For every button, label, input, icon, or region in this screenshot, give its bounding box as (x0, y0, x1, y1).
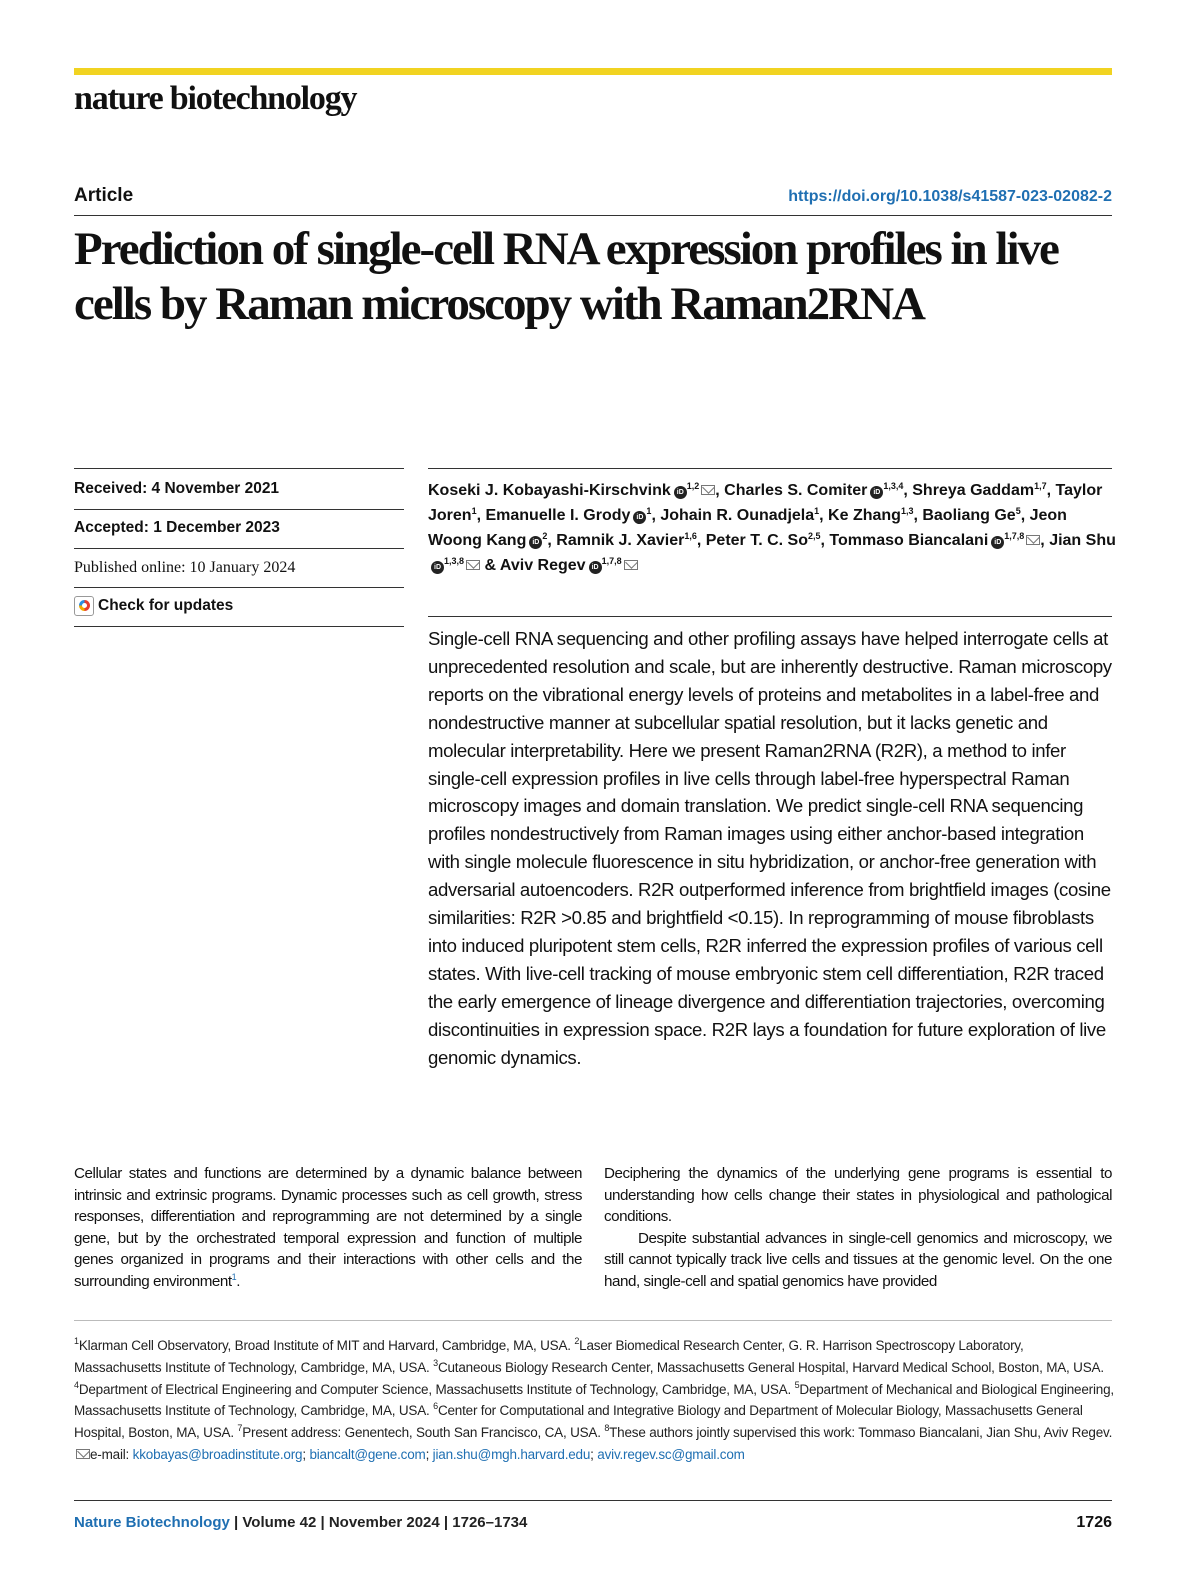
author-affiliation-sup: 2,5 (808, 531, 821, 541)
email-icon[interactable] (466, 560, 480, 570)
author-name: Baoliang Ge (922, 507, 1016, 524)
author-name: Aviv Regev (499, 557, 586, 574)
affiliation-number: 1 (74, 1336, 79, 1346)
author-name: Johain R. Ounadjela (660, 507, 815, 524)
footer-rule (74, 1500, 1112, 1501)
article-title: Prediction of single-cell RNA expression profiles in live cells by Raman microscopy with Raman2RNA (74, 223, 1058, 330)
affiliation-text: Klarman Cell Observatory, Broad Institute of MIT and Harvard, Cambridge, MA, USA. (78, 1338, 575, 1353)
email-separator: ; (302, 1446, 310, 1462)
email-link[interactable]: biancalt@gene.com (309, 1446, 426, 1462)
author-separator: , (819, 507, 829, 524)
author-separator: , (820, 532, 830, 549)
author-name: Jeon Woong Kang (428, 507, 1067, 549)
author-name: Tommaso Biancalani (829, 532, 989, 549)
author-separator: , (547, 532, 557, 549)
orcid-icon[interactable]: iD (870, 486, 883, 499)
author-affiliation-sup: 1 (814, 506, 820, 516)
body-paragraph: Cellular states and functions are determined by a dynamic balance between intrinsic and extrinsic programs. Dynamic processes such as cell growth, stress responses, differentiation and reprogramming are not determined by a single gene, but by the orchestrated temporal expression and function of multiple genes organized in programs and their interactions with other cells and the surrounding environment (74, 1165, 582, 1290)
email-link[interactable]: jian.shu@mgh.harvard.edu (432, 1446, 591, 1462)
body-punctuation: . (236, 1272, 240, 1290)
email-label: e-mail: (90, 1446, 133, 1462)
orcid-icon[interactable]: iD (991, 536, 1004, 549)
author-name: Charles S. Comiter (724, 482, 868, 499)
author-affiliation-sup: 1,3,4 (883, 481, 904, 491)
author-separator: , (913, 507, 923, 524)
orcid-icon[interactable]: iD (674, 486, 687, 499)
author-list (428, 478, 1118, 578)
author-affiliation-sup: 5 (1015, 506, 1021, 516)
article-type: Article (74, 185, 134, 206)
author-separator: , (903, 482, 913, 499)
doi-link[interactable]: https://doi.org/10.1038/s41587-023-02082-2 (788, 188, 1112, 205)
check-for-updates-button[interactable] (74, 596, 404, 616)
reference-link[interactable]: 1 (231, 1271, 237, 1282)
body-paragraph: Deciphering the dynamics of the underlying gene programs is essential to understanding how cells change their states in physiological and pathological conditions. (604, 1165, 1112, 1225)
affiliation-text: Center for Computational and Integrative Biology and Department of Molecular Biology, Massachusetts General Hospital, Boston, MA, USA. (74, 1403, 1083, 1441)
email-icon[interactable] (1026, 535, 1040, 545)
accepted-date: Accepted: 1 December 2023 (74, 519, 280, 536)
affiliation-number: 6 (433, 1401, 438, 1412)
journal-accent-bar (74, 68, 1112, 75)
affiliation-number: 8 (604, 1423, 610, 1434)
author-name: Ramnik J. Xavier (556, 532, 685, 549)
author-affiliation-sup: 2 (542, 531, 548, 541)
body-column-left (74, 1163, 582, 1292)
author-separator: , (715, 482, 725, 499)
received-date: Received: 4 November 2021 (74, 480, 280, 497)
email-icon[interactable] (624, 560, 638, 570)
body-column-right (604, 1163, 1112, 1292)
page-number: 1726 (1076, 1514, 1112, 1531)
author-name: Emanuelle I. Grody (485, 507, 631, 524)
email-icon[interactable] (701, 485, 715, 495)
orcid-icon[interactable]: iD (589, 561, 602, 574)
author-name: Peter T. C. So (705, 532, 808, 549)
author-separator: , (1020, 507, 1030, 524)
author-affiliation-sup: 1 (646, 506, 652, 516)
affiliations (74, 1335, 1114, 1466)
abstract: Single-cell RNA sequencing and other profiling assays have helped interrogate cells at unprecedented resolution and scale, but are inherently destructive. Raman microscopy reports on the vibrational energy levels of proteins and metabolites in a label-free and nondestructive manner at subcellular spatial resolution, but it lacks genetic and molecular interpretability. Here we present Raman2RNA (R2R), a method to infer single-cell expression profiles in live cells through label-free hyperspectral Raman microscopy images and domain translation. We predict single-cell RNA sequencing profiles nondestructively from Raman images using either anchor-based integration with single molecule fluorescence in situ hybridization, or anchor-free generation with adversarial autoencoders. R2R outperformed inference from brightfield images (cosine similarities: R2R >0.85 and brightfield <0.15). In reprogramming of mouse fibroblasts into induced pluripotent stem cells, R2R inferred the expression profiles of various cell states. With live-cell tracking of mouse embryonic stem cell differentiation, R2R traced the early emergence of lineage divergence and differentiation trajectories, overcoming discontinuities in expression space. R2R lays a foundation for future exploration of live genomic dynamics. (428, 628, 1112, 1068)
author-separator: , (1040, 532, 1050, 549)
author-affiliation-sup: 1,3 (900, 506, 914, 516)
check-for-updates-label: Check for updates (98, 597, 234, 614)
affiliation-text: Present address: Genentech, South San Francisco, CA, USA. (242, 1425, 605, 1441)
footer-citation (74, 1514, 527, 1531)
header-rule (74, 215, 1112, 216)
authors-rule-bottom (428, 616, 1112, 617)
footer-journal-link[interactable]: Nature Biotechnology (74, 1514, 230, 1531)
authors-rule-top (428, 468, 1112, 469)
email-separator: ; (425, 1446, 433, 1462)
author-separator: , (651, 507, 661, 524)
email-separator: ; (590, 1446, 598, 1462)
affiliation-number: 5 (794, 1379, 800, 1390)
orcid-icon[interactable]: iD (633, 511, 646, 524)
affiliation-number: 7 (237, 1423, 243, 1434)
author-name: Ke Zhang (828, 507, 901, 524)
affiliation-text: Cutaneous Biology Research Center, Massachusetts General Hospital, Harvard Medical School, Boston, MA, USA. (437, 1359, 1104, 1375)
author-affiliation-sup: 1 (471, 506, 477, 516)
affiliation-text: These authors jointly supervised this work: Tommaso Biancalani, Jian Shu, Aviv Regev. (609, 1425, 1113, 1441)
affiliation-text: Laser Biomedical Research Center, G. R. Harrison Spectroscopy Laboratory, Massachusetts Institute of Technology, Cambridge, MA, USA. (74, 1338, 1024, 1375)
author-affiliation-sup: 1,6 (684, 531, 697, 541)
meta-rule (74, 548, 404, 549)
orcid-icon[interactable]: iD (431, 561, 444, 574)
author-affiliation-sup: 1,7,8 (601, 556, 622, 566)
author-name: Koseki J. Kobayashi-Kirschvink (428, 482, 671, 499)
email-link[interactable]: aviv.regev.sc@gmail.com (597, 1446, 745, 1462)
affiliations-rule (74, 1320, 1112, 1321)
crossmark-icon (74, 596, 94, 616)
author-name: Shreya Gaddam (912, 482, 1035, 499)
published-date: Published online: 10 January 2024 (74, 559, 296, 576)
affiliation-number: 4 (74, 1379, 79, 1390)
affiliation-text: Department of Electrical Engineering and Computer Science, Massachusetts Institute of Technology, Cambridge, MA, USA. (78, 1381, 795, 1397)
meta-rule-top (74, 468, 404, 469)
body-paragraph: Despite substantial advances in single-cell genomics and microscopy, we still cannot typically track live cells and tissues at the genomic level. On the one hand, single-cell and spatial genomics have provided (604, 1229, 1112, 1290)
author-name: Taylor Joren (428, 482, 1103, 524)
journal-logo: nature biotechnology (74, 80, 357, 117)
orcid-icon[interactable]: iD (529, 536, 542, 549)
footer-details: | Volume 42 | November 2024 | 1726–1734 (229, 1514, 528, 1531)
author-affiliation-sup: 1,7 (1034, 481, 1047, 491)
affiliation-text: Department of Mechanical and Biological Engineering, Massachusetts Institute of Technology, Cambridge, MA, USA. (74, 1381, 1114, 1419)
author-separator: & (480, 557, 500, 574)
author-affiliation-sup: 1,7,8 (1004, 531, 1025, 541)
meta-rule (74, 509, 404, 510)
author-name: Jian Shu (1049, 532, 1116, 549)
meta-rule-bottom (74, 626, 404, 627)
author-separator: , (476, 507, 486, 524)
email-link[interactable]: kkobayas@broadinstitute.org (132, 1446, 303, 1462)
author-affiliation-sup: 1,3,8 (444, 556, 465, 566)
email-icon (76, 1449, 90, 1459)
affiliation-number: 3 (433, 1357, 438, 1368)
author-separator: , (1046, 482, 1056, 499)
affiliation-number: 2 (574, 1336, 580, 1346)
author-separator: , (696, 532, 706, 549)
author-affiliation-sup: 1,2 (686, 481, 700, 491)
meta-rule (74, 587, 404, 588)
